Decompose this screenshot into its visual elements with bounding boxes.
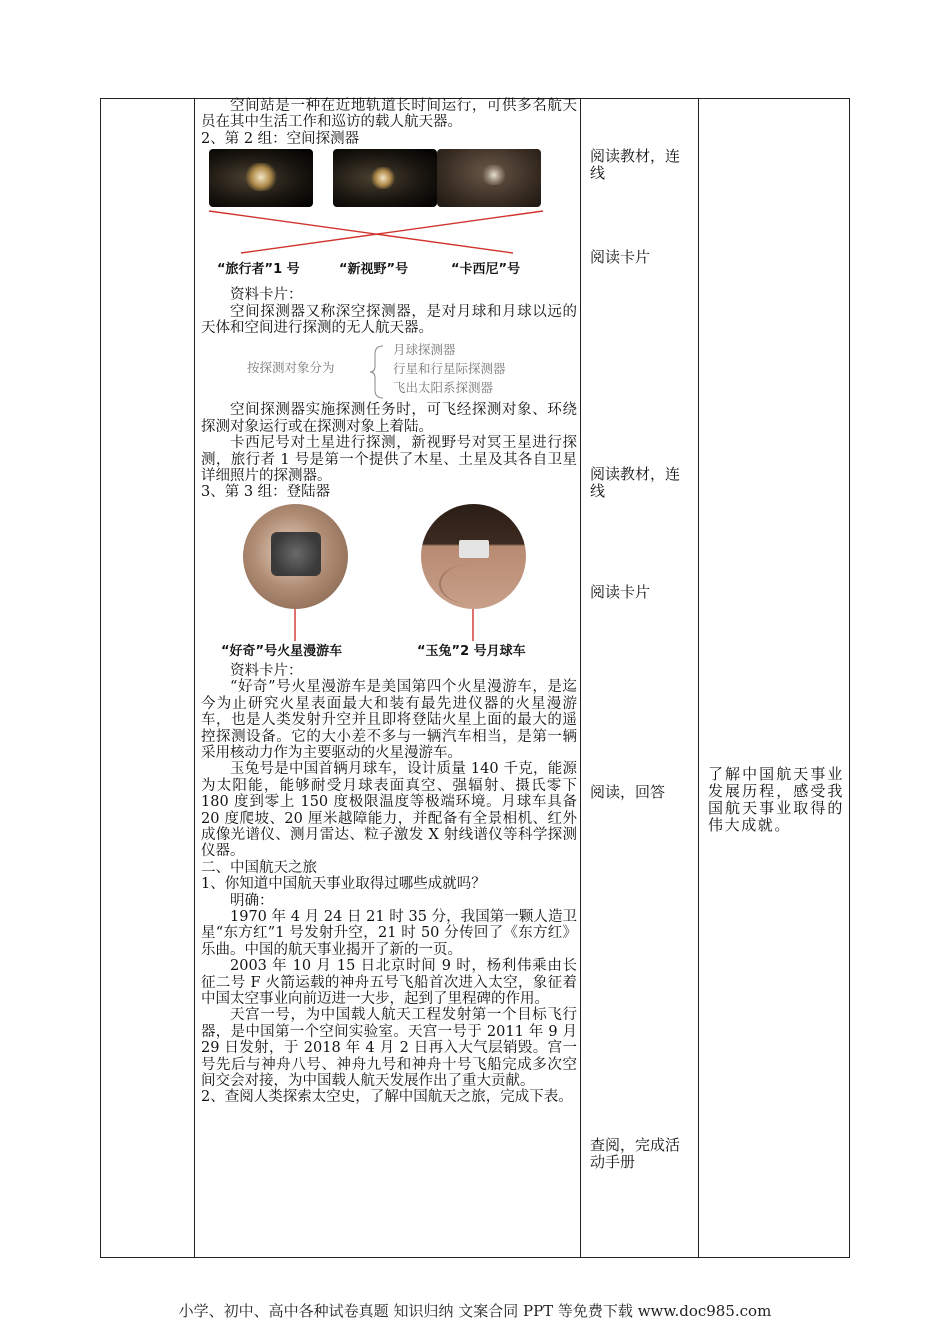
table-column-divider: [698, 98, 699, 1258]
space-station-paragraph: 空间站是一种在近地轨道长时间运行，可供多名航天员在其中生活工作和巡访的载人航天器。: [201, 98, 577, 131]
table-column-divider: [580, 98, 581, 1258]
question-1: 1、你知道中国航天事业取得过哪些成就吗？: [201, 876, 486, 893]
curiosity-paragraph: “好奇”号火星漫游车是美国第四个火星漫游车，是迄今为止研究火星表面最大和装有最先进仪器的火星漫游车，也是人类发射升空并且即将登陆火星上面的最大的遥控探测设备。它的大小差不多与一辆汽车相当，是第一辆采用核动力作为主要驱动的火星漫游车。: [201, 679, 577, 761]
answer-label: 明确：: [230, 892, 274, 909]
card-label: 资料卡片：: [230, 662, 303, 679]
section-2-heading: 二、中国航天之旅: [201, 859, 317, 876]
space-probe-paragraph: 空间探测器又称深空探测器，是对月球和月球以远的天体和空间进行探测的无人航天器。: [201, 303, 577, 337]
probe-classification-diagram: [201, 336, 577, 402]
probe-mission-paragraph: 空间探测器实施探测任务时，可飞经探测对象、环绕探测对象运行或在探测对象上着陆。: [201, 402, 577, 435]
dongfanghong-paragraph: 1970 年 4 月 24 日 21 时 35 分，我国第一颗人造卫星“东方红”1 号发射升空，21 时 50 分传回了《东方红》乐曲。中国的航天事业揭开了新的一页。: [201, 908, 577, 958]
probe-targets-paragraph: 卡西尼号对土星进行探测，新视野号对冥王星进行探测，旅行者 1 号是第一个提供了木星、土星及其各自卫星详细照片的探测器。: [201, 435, 577, 485]
rover-caption: “好奇”号火星漫游车: [221, 643, 343, 659]
diagram-root: 按探测对象分为: [247, 360, 335, 376]
yutu-paragraph: 玉兔号是中国首辆月球车，设计质量 140 千克，能源为太阳能，能够耐受月球表面真空、强辐射、摄氏零下 180 度到零上 150 度极限温度等极端环境。月球车具备 20 度爬坡、20 厘米越障能力，并配备有全景相机、红外成像光谱仪、测月雷达、粒子激发 X 射线谱仪等科学探测仪器。: [201, 761, 577, 860]
diagram-brace: [369, 344, 389, 400]
student-activity: 阅读卡片: [590, 583, 651, 601]
tiangong-1-paragraph: 天宫一号，为中国载人航天工程发射第一个目标飞行器，是中国第一个空间实验室。天宫一号于 2011 年 9 月 29 日发射，于 2018 年 4 月 2 日再入大气层销毁。宫一号先后与神舟八号、神舟九号和神舟十号飞船完成多次空间交会对接，为中国载人航天发展作出了重大贡献。: [201, 1007, 577, 1090]
student-activity: 阅读教材，连线: [590, 147, 681, 182]
probe-caption: “旅行者”1 号: [217, 262, 300, 278]
footer-text: 小学、初中、高中各种试卷真题 知识归纳 文案合同 PPT 等免费下载 www.doc985.com: [178, 1302, 772, 1320]
caption-leader-lines: [201, 501, 577, 663]
group-2-heading: 2、第 2 组：空间探测器: [201, 130, 360, 147]
content-column: [201, 98, 577, 1106]
student-activity: 阅读卡片: [590, 248, 651, 266]
student-activity: 阅读教材，连线: [590, 465, 681, 500]
table-border-bottom: [100, 1257, 850, 1258]
question-2: 2、查阅人类探索太空史，了解中国航天之旅，完成下表。: [201, 1089, 573, 1106]
rover-caption: “玉兔”2 号月球车: [417, 643, 526, 659]
probe-matching-figure: [201, 147, 577, 287]
table-border-left: [100, 98, 101, 1258]
diagram-item: 飞出太阳系探测器: [393, 380, 494, 396]
probe-caption: “新视野”号: [339, 262, 409, 278]
student-activity: 查阅，完成活动手册: [590, 1136, 681, 1171]
card-label: 资料卡片：: [230, 287, 303, 304]
diagram-item: 行星和行星际探测器: [393, 361, 506, 377]
student-activity: 阅读，回答: [590, 783, 666, 801]
design-intent: 了解中国航天事业发展历程，感受我国航天事业取得的伟大成就。: [708, 765, 844, 834]
table-column-divider: [194, 98, 195, 1258]
shenzhou-5-paragraph: 2003 年 10 月 15 日北京时间 9 时，杨利伟乘由长征二号 F 火箭运载的神舟五号飞船首次进入太空，象征着中国太空事业向前迈进一大步，起到了里程碑的作用。: [201, 958, 577, 1007]
diagram-item: 月球探测器: [393, 342, 456, 358]
lesson-table: [100, 98, 850, 1258]
table-border-right: [849, 98, 850, 1258]
probe-caption: “卡西尼”号: [451, 262, 521, 278]
group-3-heading: 3、第 3 组：登陆器: [201, 484, 331, 501]
lander-figure: [201, 501, 577, 663]
